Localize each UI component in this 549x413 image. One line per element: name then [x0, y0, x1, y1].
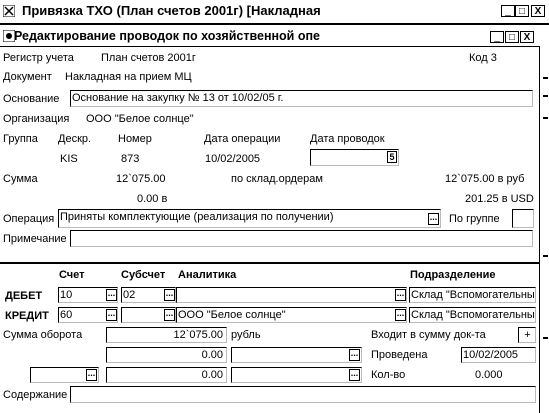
- debit-account-field[interactable]: 10: [58, 287, 118, 303]
- posted-label: Проведена: [371, 349, 428, 361]
- inner-close-button[interactable]: X: [520, 31, 534, 43]
- outer-title-divider: [0, 23, 549, 25]
- debit-analytics-field[interactable]: [176, 287, 407, 303]
- outer-window-title: Привязка ТХО (План счетов 2001г) [Накладная: [22, 3, 321, 18]
- turnover-currency-2[interactable]: [231, 347, 362, 363]
- inner-title-divider: [0, 46, 540, 47]
- turnover-label: Сумма оборота: [3, 329, 83, 341]
- vertical-scrollbar[interactable]: [539, 47, 549, 413]
- entries-separator: [0, 262, 540, 264]
- number-value: 873: [121, 153, 140, 165]
- include-field[interactable]: +: [518, 327, 536, 343]
- include-label: Входит в сумму док-та: [371, 329, 486, 341]
- post-date-label: Дата проводок: [310, 133, 385, 145]
- sum-value: 12`075.00: [116, 173, 166, 185]
- organization-label: Организация: [3, 113, 70, 125]
- debit-account-button[interactable]: ...: [106, 289, 117, 301]
- post-date-field[interactable]: [310, 149, 399, 166]
- sum-currency-b: 0.00 в: [137, 193, 168, 205]
- turnover-currency-3-button[interactable]: ...: [349, 369, 360, 381]
- sum-label: Сумма: [3, 173, 38, 185]
- turnover-value-1[interactable]: 12`075.00: [106, 327, 227, 343]
- note-label: Примечание: [3, 233, 67, 245]
- credit-analytics-field[interactable]: ООО "Белое солнце": [176, 307, 407, 323]
- inner-minimize-button[interactable]: _: [490, 31, 504, 43]
- debit-subaccount-field[interactable]: 02: [121, 287, 176, 303]
- debit-analytics-button[interactable]: ...: [395, 289, 406, 301]
- turnover-currency-3[interactable]: [231, 367, 362, 383]
- col-department-header: Подразделение: [410, 269, 496, 281]
- debit-label: ДЕБЕТ: [5, 290, 43, 302]
- turnover-currency-1: рубль: [231, 329, 261, 341]
- credit-analytics-button[interactable]: ...: [395, 309, 406, 321]
- sum-rub: 12`075.00 в руб: [445, 173, 525, 185]
- credit-account-field[interactable]: 60: [58, 307, 118, 323]
- col-subaccount-header: Субсчет: [121, 269, 166, 281]
- outer-title-bar: [0, 0, 549, 22]
- scrollbar-tick-5: [543, 337, 548, 339]
- turnover-value-2[interactable]: 0.00: [106, 347, 227, 363]
- debit-subaccount-button[interactable]: ...: [164, 289, 175, 301]
- col-analytics-header: Аналитика: [178, 269, 237, 281]
- by-warehouse-label: по склад.ордерам: [231, 173, 323, 185]
- post-date-calendar-button[interactable]: 5: [387, 151, 397, 163]
- organization-value: ООО "Белое солнце": [86, 113, 194, 125]
- scrollbar-tick-3: [543, 117, 548, 119]
- code-label: Код 3: [469, 52, 497, 64]
- register-label: Регистр учета: [3, 52, 74, 64]
- debit-department-field[interactable]: Склад "Вспомогательны: [411, 289, 535, 301]
- credit-account-button[interactable]: ...: [106, 309, 117, 321]
- outer-minimize-button[interactable]: _: [501, 5, 515, 17]
- op-date-label: Дата операции: [204, 133, 281, 145]
- document-label: Документ: [3, 71, 52, 83]
- turnover-left-3-button[interactable]: ...: [86, 369, 97, 381]
- content-label: Содержание: [3, 389, 68, 401]
- credit-department-field[interactable]: Склад "Вспомогательны: [411, 309, 535, 321]
- credit-label: КРЕДИТ: [5, 310, 49, 322]
- outer-close-button[interactable]: X: [531, 5, 545, 17]
- op-date-value: 10/02/2005: [205, 153, 261, 165]
- descr-value: KIS: [60, 153, 78, 165]
- qty-label: Кол-во: [371, 369, 406, 381]
- register-value: План счетов 2001г: [101, 52, 196, 64]
- outer-maximize-button[interactable]: □: [515, 5, 529, 17]
- by-group-label: По группе: [449, 213, 500, 225]
- operation-label: Операция: [3, 213, 55, 225]
- credit-subaccount-button[interactable]: ...: [164, 309, 175, 321]
- turnover-currency-2-button[interactable]: ...: [349, 349, 360, 361]
- descr-label: Дескр.: [58, 133, 92, 145]
- sum-usd: 201.25 в USD: [465, 193, 534, 205]
- col-account-header: Счет: [59, 269, 85, 281]
- inner-maximize-button[interactable]: □: [505, 31, 519, 43]
- number-label: Номер: [118, 133, 152, 145]
- basis-label: Основание: [3, 93, 60, 105]
- content-field[interactable]: [70, 386, 536, 403]
- basis-field[interactable]: Основание на закупку № 13 от 10/02/05 г.: [70, 90, 533, 107]
- scrollbar-tick-2: [543, 95, 548, 97]
- operation-field[interactable]: Приняты комплектующие (реализация по получении): [58, 209, 441, 228]
- turnover-value-3[interactable]: 0.00: [106, 367, 227, 383]
- posted-date-field[interactable]: 10/02/2005: [461, 347, 536, 363]
- group-label: Группа: [3, 133, 38, 145]
- by-group-field[interactable]: [512, 209, 534, 228]
- scrollbar-tick-1: [543, 77, 548, 79]
- inner-window-title: Редактирование проводок по хозяйственной опе: [14, 29, 320, 43]
- qty-value: 0.000: [475, 369, 503, 381]
- app-icon: [3, 5, 15, 17]
- inner-title-bar: [0, 26, 549, 46]
- operation-select-button[interactable]: ...: [428, 213, 439, 225]
- document-value: Накладная на прием МЦ: [65, 71, 192, 83]
- note-field[interactable]: [70, 230, 533, 247]
- scrollbar-tick-4: [543, 255, 548, 257]
